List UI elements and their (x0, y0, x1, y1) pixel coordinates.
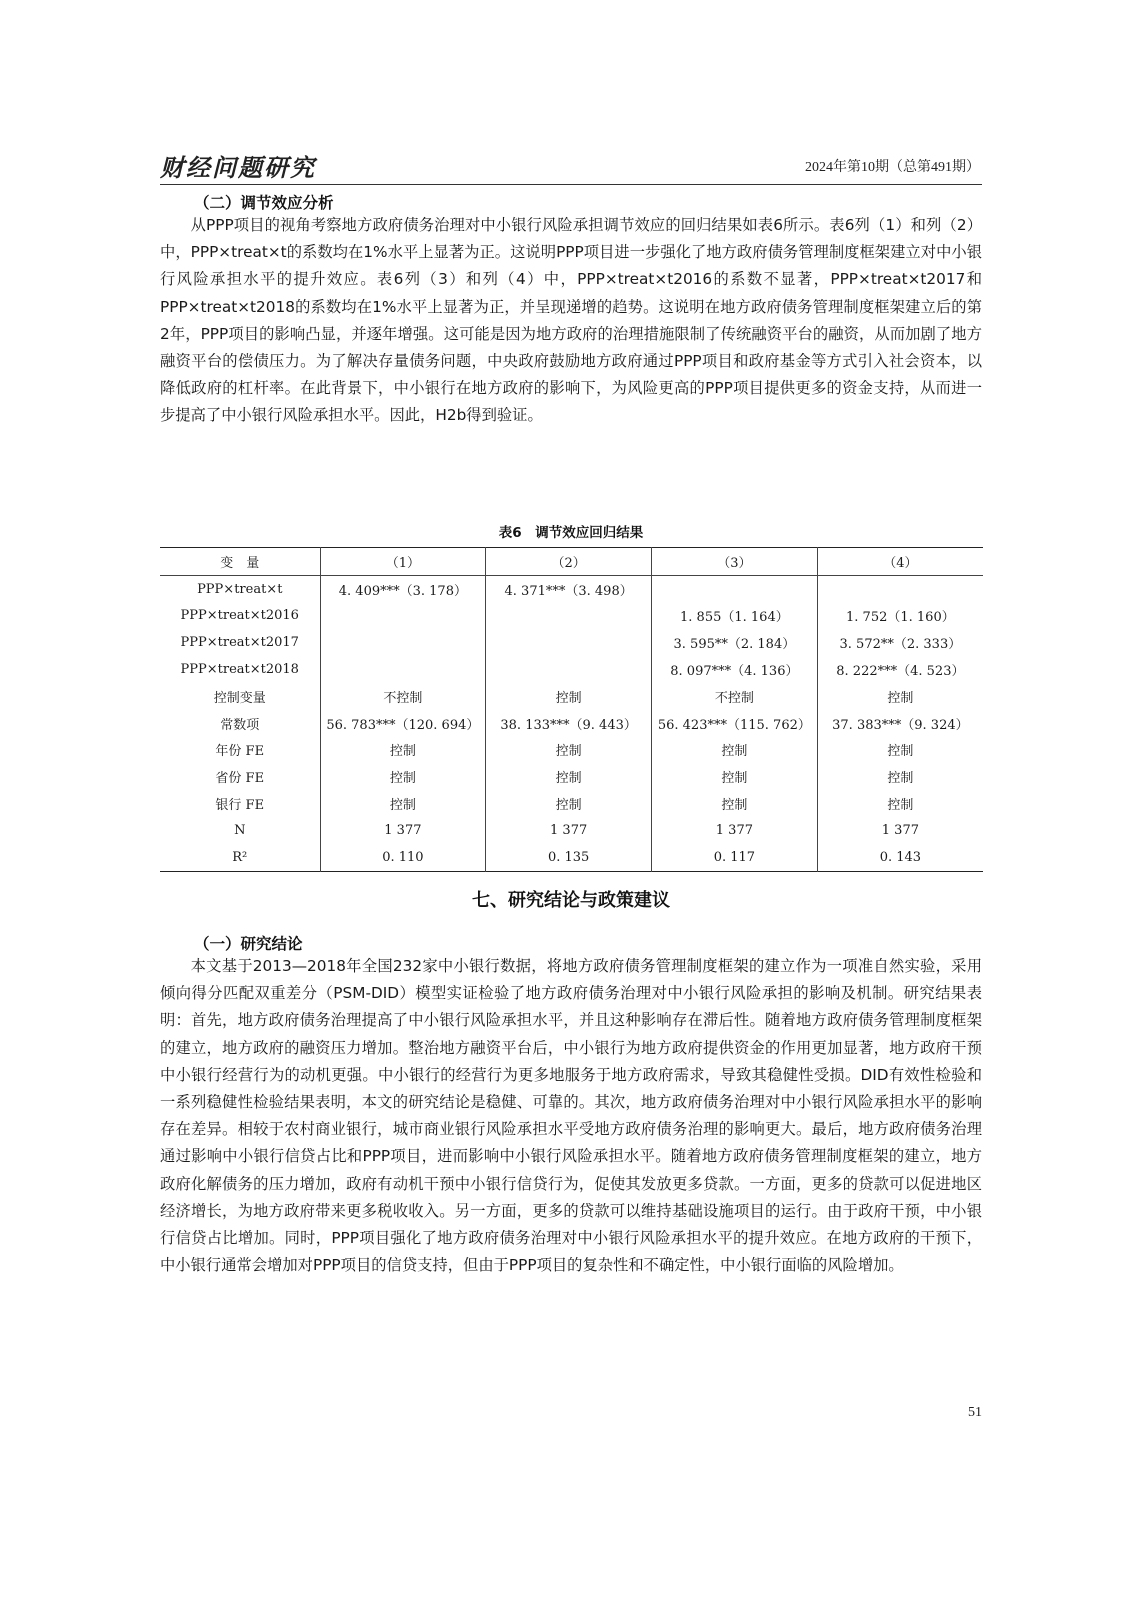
section-heading-conclusion: （一）研究结论 (194, 935, 303, 953)
table-cell: 不控制 (320, 683, 486, 710)
table-cell: 56. 423***（115. 762） (652, 710, 818, 737)
table-cell (320, 603, 486, 630)
table-cell-variable: R² (232, 849, 248, 865)
table-row (160, 763, 983, 790)
table-cell: 56. 783***（120. 694） (320, 710, 486, 737)
chapter-title: 七、研究结论与政策建议 (472, 890, 670, 911)
table-cell: 1 377 (817, 817, 983, 844)
paragraph-moderation: 从PPP项目的视角考察地方政府债务治理对中小银行风险承担调节效应的回归结果如表6所示。表6列（1）和列（2）中，PPP×treat×t的系数均在1%水平上显著为正。这说明PPP项目进一步强化了地方政府债务管理制度框架建立对中小银行风险承担水平的提升效应。表6列（3）和列（4）中，PPP×treat×t2016的系数不显著，PPP×treat×t2017和PPP×treat×t2018的系数均在1%水平上显著为正，并呈现递增的趋势。这说明在地方政府债务管理制度框架建立后的第2年，PPP项目的影响凸显，并逐年增强。这可能是因为地方政府的治理措施限制了传统融资平台的融资，从而加剧了地方融资平台的偿债压力。为了解决存量债务问题，中央政府鼓励地方政府通过PPP项目和政府基金等方式引入社会资本，以降低政府的杠杆率。在此背景下，中小银行在地方政府的影响下，为风险更高的PPP项目提供更多的资金支持，从而进一步提高了中小银行风险承担水平。因此，H2b得到验证。 (160, 216, 982, 425)
table-header-row (160, 548, 983, 576)
table-cell: 8. 097***（4. 136） (652, 656, 818, 683)
table-header-cell: 变 量 (220, 555, 260, 571)
table-cell-variable: PPP×treat×t (197, 581, 283, 597)
table-cell: 0. 110 (320, 844, 486, 871)
page-header (160, 148, 982, 185)
table-cell: 37. 383***（9. 324） (817, 710, 983, 737)
table-cell: 3. 595**（2. 184） (652, 629, 818, 656)
table-cell: 0. 117 (652, 844, 818, 871)
table-cell-variable: 银行 FE (215, 798, 265, 814)
table-cell (817, 575, 983, 602)
table-cell: 控制 (652, 737, 818, 764)
table-cell: 3. 572**（2. 333） (817, 629, 983, 656)
table-cell-variable: PPP×treat×t2018 (180, 662, 299, 678)
journal-logo: 财经问题研究 (160, 153, 316, 182)
table-row (160, 656, 983, 683)
table-cell: 8. 222***（4. 523） (817, 656, 983, 683)
table-cell-variable: 省份 FE (215, 771, 265, 787)
table-cell-variable: 常数项 (220, 717, 260, 733)
table-row (160, 737, 983, 764)
table-cell: 控制 (486, 790, 652, 817)
table-cell (320, 629, 486, 656)
table-cell: 38. 133***（9. 443） (486, 710, 652, 737)
table-cell: 控制 (486, 683, 652, 710)
table-cell: 控制 (652, 790, 818, 817)
table-row (160, 790, 983, 817)
table-cell: 控制 (486, 737, 652, 764)
table-cell: 控制 (320, 763, 486, 790)
table-cell: 0. 143 (817, 844, 983, 871)
table-row (160, 575, 983, 602)
paragraph-conclusion: 本文基于2013—2018年全国232家中小银行数据，将地方政府债务管理制度框架的建立作为一项准自然实验，采用倾向得分匹配双重差分（PSM-DID）模型实证检验了地方政府债务治理对中小银行风险承担的影响及机制。研究结果表明：首先，地方政府债务治理提高了中小银行风险承担水平，并且这种影响存在滞后性。随着地方政府债务管理制度框架的建立，地方政府的融资压力增加。整治地方融资平台后，中小银行为地方政府提供资金的作用更加显著，地方政府干预中小银行经营行为的动机更强。中小银行的经营行为更多地服务于地方政府需求，导致其稳健性受损。DID有效性检验和一系列稳健性检验结果表明，本文的研究结论是稳健、可靠的。其次，地方政府债务治理对中小银行风险承担水平的影响存在差异。相较于农村商业银行，城市商业银行风险承担水平受地方政府债务治理的影响更大。最后，地方政府债务治理通过影响中小银行信贷占比和PPP项目，进而影响中小银行风险承担水平。随着地方政府债务管理制度框架的建立，地方政府化解债务的压力增加，政府有动机干预中小银行信贷行为，促使其发放更多贷款。一方面，更多的贷款可以促进地区经济增长，为地方政府带来更多税收收入。另一方面，更多的贷款可以维持基础设施项目的运行。由于政府干预，中小银行信贷占比增加。同时，PPP项目强化了地方政府债务治理对中小银行风险承担水平的提升效应。在地方政府的干预下，中小银行通常会增加对PPP项目的信贷支持，但由于PPP项目的复杂性和不确定性，中小银行面临的风险增加。 (160, 957, 982, 1275)
table-cell: 控制 (320, 737, 486, 764)
table-cell (486, 603, 652, 630)
table-row (160, 844, 983, 871)
table-cell (652, 575, 818, 602)
table-header-cell: （3） (652, 548, 818, 576)
table-row (160, 817, 983, 844)
section-heading-moderation: （二）调节效应分析 (194, 194, 334, 212)
table-cell-variable: PPP×treat×t2016 (180, 608, 299, 624)
table-cell: 控制 (817, 790, 983, 817)
table-header-cell: （1） (320, 548, 486, 576)
table-cell: 1 377 (320, 817, 486, 844)
table-cell (320, 656, 486, 683)
table-cell-variable: 控制变量 (213, 690, 266, 706)
table-cell: 4. 371***（3. 498） (486, 575, 652, 602)
table-cell: 1 377 (652, 817, 818, 844)
table-cell-variable: PPP×treat×t2017 (180, 635, 299, 651)
table-cell-variable: 年份 FE (215, 744, 265, 760)
table-row (160, 710, 983, 737)
table-row (160, 629, 983, 656)
table-row (160, 683, 983, 710)
table-cell (486, 656, 652, 683)
issue-info: 2024年第10期（总第491期） (805, 160, 980, 175)
table-cell: 控制 (486, 763, 652, 790)
table-cell (486, 629, 652, 656)
regression-table (160, 547, 983, 872)
table-cell-variable: N (234, 822, 246, 838)
table-cell: 控制 (320, 790, 486, 817)
table-cell: 1 377 (486, 817, 652, 844)
page-number: 51 (968, 1405, 982, 1420)
table-cell: 不控制 (652, 683, 818, 710)
table-caption: 表6 调节效应回归结果 (498, 525, 644, 541)
table-header-cell: （2） (486, 548, 652, 576)
table-row (160, 603, 983, 630)
table-cell: 4. 409***（3. 178） (320, 575, 486, 602)
table-cell: 控制 (817, 737, 983, 764)
table-cell: 1. 855（1. 164） (652, 603, 818, 630)
table-cell: 0. 135 (486, 844, 652, 871)
table-cell: 控制 (817, 683, 983, 710)
table-cell: 1. 752（1. 160） (817, 603, 983, 630)
table-cell: 控制 (817, 763, 983, 790)
table-header-cell: （4） (817, 548, 983, 576)
table-cell: 控制 (652, 763, 818, 790)
